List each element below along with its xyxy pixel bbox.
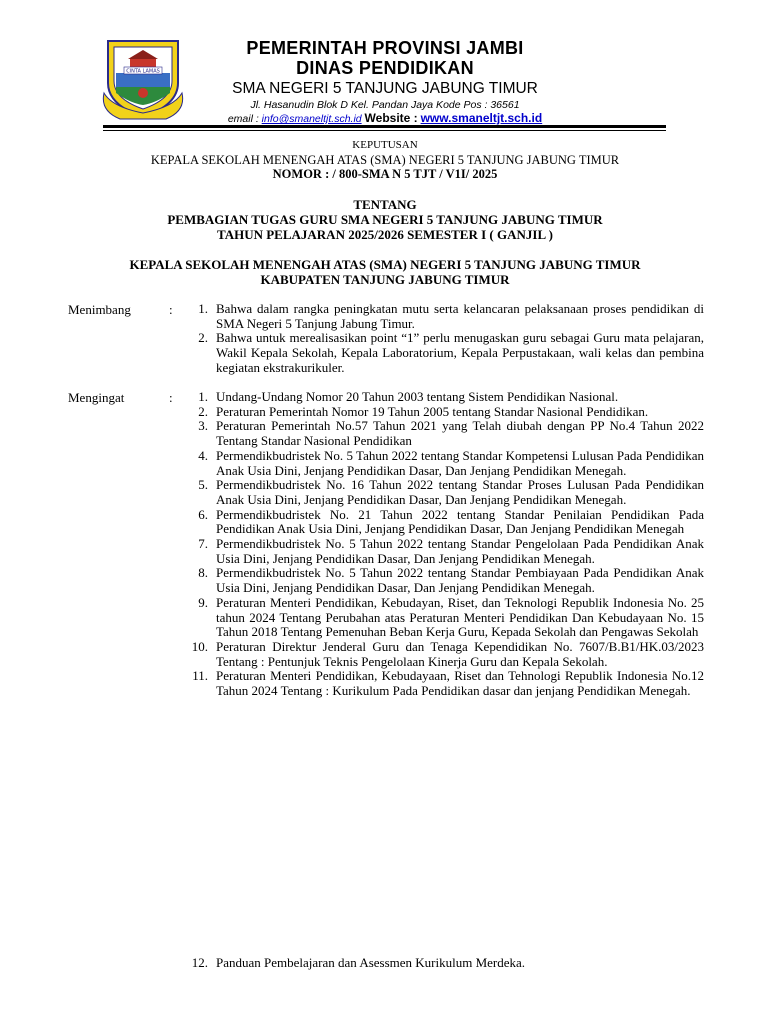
list-item-number: 11. [192, 668, 208, 684]
list-item-number: 9. [198, 594, 208, 610]
list-item-number: 1. [198, 301, 208, 316]
list-item-text: Panduan Pembelajaran dan Asessmen Kurikulum Merdeka. [216, 955, 526, 970]
list-item-text: Undang-Undang Nomor 20 Tahun 2003 tentang Sistem Pendidikan Nasional. [216, 389, 619, 404]
list-item [180, 331, 704, 375]
list-item [180, 537, 704, 566]
subject-line-1: PEMBAGIAN TUGAS GURU SMA NEGERI 5 TANJUNG JABUNG TIMUR [167, 212, 603, 227]
letterhead [190, 38, 580, 126]
list-item-text: Peraturan Direktur Jenderal Guru dan Tenaga Kependidikan No. 7607/B.B1/HK.03/2023 Tentang : Pentunjuk Teknis Pengelolaan Kinerja Guru dan Kepala Sekolah. [216, 638, 704, 669]
list-item-text: Bahwa untuk merealisasikan point “1” perlu menugaskan guru sebagai Guru mata pelajaran, Wakil Kepala Sekolah, Kepala Laboratorium, Kepala Perpustakaan, wali kelas dan pembina kegiatan ekstrakurikuler. [216, 330, 704, 375]
list-item-text: Permendikbudristek No. 5 Tahun 2022 tentang Standar Pembiayaan Pada Pendidikan Anak Usia Dini, Jenjang Pendidikan Dasar, Dan Jenjang Pendidikan Menegah. [216, 565, 704, 596]
decree-number: NOMOR : / 800-SMA N 5 TJT / V1I/ 2025 [272, 167, 498, 181]
authority-line-1: KEPALA SEKOLAH MENENGAH ATAS (SMA) NEGERI 5 TANJUNG JABUNG TIMUR [129, 257, 641, 272]
mengingat-colon: : [169, 390, 173, 405]
list-item [180, 596, 704, 640]
decree-issuer: KEPALA SEKOLAH MENENGAH ATAS (SMA) NEGERI 5 TANJUNG JABUNG TIMUR [150, 153, 620, 167]
logo-banner-text: CINTA LAMAS [126, 68, 160, 75]
authority-line-2: KABUPATEN TANJUNG JABUNG TIMUR [260, 272, 510, 287]
government-title: PEMERINTAH PROVINSI JAMBI [246, 38, 524, 58]
menimbang-label: Menimbang [68, 302, 131, 317]
list-item-text: Permendikbudristek No. 21 Tahun 2022 tentang Standar Penilaian Pendidikan Pada Pendidikan Anak Usia Dini, Jenjang Pendidikan Dasar, Dan Jenjang Pendidikan Menegah [216, 506, 704, 537]
list-item [180, 508, 704, 537]
website-label: Website : [364, 111, 418, 125]
website-link[interactable]: www.smaneltjt.sch.id [420, 111, 543, 125]
list-item [180, 640, 704, 669]
letterhead-divider-thin [103, 130, 666, 131]
list-item [180, 390, 704, 405]
school-name: SMA NEGERI 5 TANJUNG JABUNG TIMUR [232, 80, 538, 97]
list-item [180, 478, 704, 507]
list-item-text: Permendikbudristek No. 5 Tahun 2022 tentang Standar Pengelolaan Pada Pendidikan Anak Usia Dini, Jenjang Pendidikan Dasar, Dan Jenjang Pendidikan Menegah. [216, 536, 704, 566]
email-label: email : [227, 113, 259, 125]
menimbang-colon: : [169, 302, 173, 317]
list-item-text: Permendikbudristek No. 5 Tahun 2022 tentang Standar Kompetensi Lulusan Pada Pendidikan Anak Usia Dini, Jenjang Pendidikan Dasar, Dan Jenjang Pendidikan Menegah. [216, 447, 704, 478]
list-item-number: 7. [198, 536, 208, 552]
list-item-number: 6. [198, 506, 208, 522]
about-heading: TENTANG [353, 197, 417, 212]
list-item-text: Peraturan Pemerintah Nomor 19 Tahun 2005 tentang Standar Nasional Pendidikan. [216, 403, 649, 419]
list-item [180, 669, 704, 698]
list-item-number: 1. [198, 389, 208, 404]
list-item-number: 10. [191, 638, 208, 654]
list-item-text: Peraturan Pemerintah No.57 Tahun 2021 yang Telah diubah dengan PP No.4 Tahun 2022 Tentang Standar Nasional Pendidikan [216, 418, 704, 449]
mengingat-label: Mengingat [68, 390, 125, 405]
menimbang-list [180, 302, 704, 376]
province-emblem-logo [100, 33, 186, 123]
list-item [180, 956, 704, 971]
school-address: Jl. Hasanudin Blok D Kel. Pandan Jaya Kode Pos : 36561 [250, 99, 520, 111]
list-item-number: 8. [198, 565, 208, 581]
list-item-number: 3. [198, 418, 208, 434]
list-item [180, 302, 704, 331]
mengingat-extra-item [180, 956, 704, 971]
list-item-number: 5. [198, 477, 208, 493]
contact-line [190, 112, 580, 126]
list-item [180, 449, 704, 478]
mengingat-list [180, 390, 704, 699]
list-item [180, 566, 704, 595]
list-item-text: Bahwa dalam rangka peningkatan mutu serta kelancaran pelaksanaan proses pendidikan di SMA Negeri 5 Tanjung Jabung Timur. [216, 301, 704, 331]
list-item-text: Peraturan Menteri Pendidikan, Kebudayaan, Riset dan Tehnologi Republik Indonesia No.12 Tahun 2024 Tentang : Kurikulum Pada Pendidikan dasar dan jenjang Pendidikan Menegah. [216, 668, 704, 699]
list-item-number: 2. [198, 330, 208, 346]
list-item-text: Peraturan Menteri Pendidikan, Kebudayan, Riset, dan Teknologi Republik Indonesia No. 25 tahun 2024 Tentang Perubahan atas Peraturan Menteri Pendidikan Dan Kebudayaan No. 15 Tahun 2018 Tentang Pemenuhan Beban Kerja Guru, Kepada Sekolah dan Pengawas Sekolah [216, 594, 704, 640]
department-title: DINAS PENDIDIKAN [296, 58, 474, 78]
letterhead-divider-thick [103, 125, 666, 128]
list-item-text: Permendikbudristek No. 16 Tahun 2022 tentang Standar Proses Lulusan Pada Pendidikan Anak Usia Dini, Jenjang Pendidikan Dasar, Dan Jenjang Pendidikan Menegah. [216, 477, 704, 507]
list-item-number: 12. [191, 955, 208, 970]
list-item [180, 405, 704, 420]
decree-heading: KEPUTUSAN [352, 139, 418, 151]
list-item-number: 4. [198, 447, 208, 463]
list-item [180, 419, 704, 448]
list-item-number: 2. [198, 403, 208, 419]
email-link[interactable]: info@smaneltjt.sch.id [261, 113, 362, 125]
subject-line-2: TAHUN PELAJARAN 2025/2026 SEMESTER I ( GANJIL ) [217, 227, 553, 242]
